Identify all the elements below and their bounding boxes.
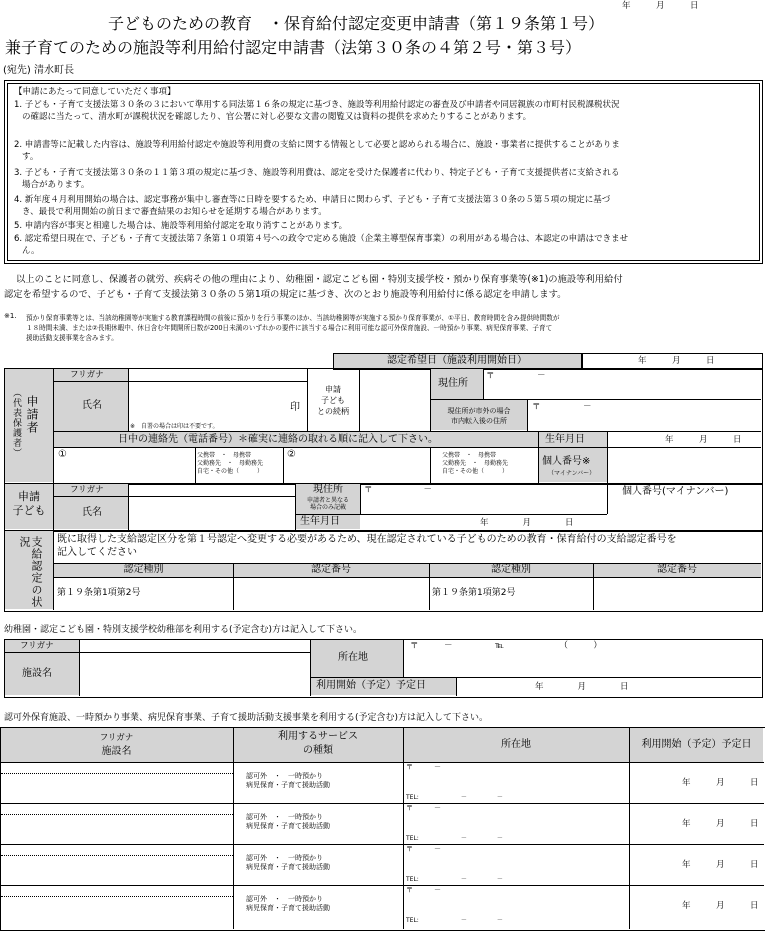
birth-label: 生年月日 bbox=[545, 434, 585, 445]
ul-row-tel[interactable]: TEL: － － bbox=[406, 794, 503, 801]
cert-description: 既に取得した支給認定区分を第１号認定へ変更する必要があるため、現在認定されている子どものための教育・保育給付の支給認定番号を 記入してください bbox=[57, 534, 677, 558]
addressee: (宛先) 清水町長 bbox=[3, 65, 74, 76]
moving-address-label: 現住所が市外の場合 市内転入後の住所 bbox=[447, 407, 511, 425]
phone-types-1[interactable]: 父携帯 ・ 母携帯 父勤務先 ・ 母勤務先 自宅・その他（ ） bbox=[197, 452, 264, 475]
note-mark: ※1. bbox=[4, 312, 17, 320]
child-name-label: 氏名 bbox=[82, 507, 102, 518]
child-address-label: 現住所 bbox=[313, 484, 343, 495]
consent-item: ん。 bbox=[22, 246, 40, 256]
cert-header: 認定番号 bbox=[311, 564, 351, 575]
consent-item: 4. 新年度４月利用開始の場合は、認定事務が集中し審査等に日時を要するため、申請日に関わらず、子ども・子育て支援法第３０条の５第５項の規定に基づ bbox=[14, 195, 611, 205]
ul-col-name: 施設名 bbox=[101, 746, 132, 757]
kg-name-label: 施設名 bbox=[22, 668, 52, 679]
phone-types-2[interactable]: 父携帯 ・ 母携帯 父勤務先 ・ 母勤務先 自宅・その他（ ） bbox=[442, 452, 509, 475]
ul-col-start: 利用開始（予定）予定日 bbox=[641, 739, 752, 750]
ul-col-furigana: フリガナ bbox=[99, 733, 134, 743]
title-line1: 子どものための教育 ・保育給付認定変更申請書（第１９条第１号） bbox=[108, 14, 605, 33]
seal-mark: 印 bbox=[290, 402, 300, 413]
ul-row-tel[interactable]: TEL: － － bbox=[406, 917, 503, 924]
relation-label: 申請 子ども との続柄 bbox=[317, 385, 349, 416]
note-line: １８時間未満、または②長期休暇中、休日含む年間開所日数が200日未満のいずれかの要件に該当する場合に利用可能な認可外保育施設、一時預かり事業、病児保育事業、子育て bbox=[26, 324, 553, 332]
applicant-side-label: 申請者 bbox=[25, 395, 39, 434]
ul-row-postal[interactable]: 〒 － bbox=[406, 763, 441, 771]
cert-header: 認定番号 bbox=[657, 564, 697, 575]
consent-item: 3. 子ども・子育て支援法第３０条の１１第３項の規定に基づき、施設等利用費は、認定を受けた保護者に代わり、特定子ども・子育て支援提供者に支給される bbox=[14, 168, 620, 178]
name-label: 氏名 bbox=[82, 400, 102, 411]
consent-item: 1. 子ども・子育て支援法第３０条の３において準用する同法第１６条の規定に基づき、施設等利用給付認定の審査及び申請者や同居親族の市町村民税課税状況 bbox=[14, 100, 620, 110]
kindergarten-intro: 幼稚園・認定こども園・特別支援学校幼稚部を利用する(予定含む)方は記入して下さい。 bbox=[4, 625, 363, 635]
ul-row-date: 年 月 日 bbox=[682, 819, 759, 829]
consent-item: す。 bbox=[22, 152, 39, 162]
consent-item: 6. 認定希望日現在で、子ども・子育て支援法第７条第１０項第４号への政令で定める施設（企業主導型保育事業）の利用がある場合は、本認定の申請はできませ bbox=[14, 234, 629, 244]
address-label: 現住所 bbox=[438, 378, 468, 389]
consent-item: 5. 申請内容が事実と相違した場合は、施設等利用給付認定を取り消すことがあります。 bbox=[14, 221, 348, 231]
ul-row-postal[interactable]: 〒 － bbox=[406, 886, 441, 894]
cert-type-value-1: 第１９条第1項第2号 bbox=[57, 588, 141, 598]
signature-note: ※ 自署の場合は印は不要です。 bbox=[130, 423, 219, 430]
ul-row-service[interactable]: 認可外 ・ 一時預かり 病児保育・子育て援助活動 bbox=[246, 854, 330, 871]
consent-item: の確認に当たって、清水町が課税状況を確認したり、官公署に対し必要な文書の閲覧又は資料の提供を求めたりすることがあります。 bbox=[22, 112, 532, 122]
cert-header: 認定種別 bbox=[491, 564, 531, 575]
date-blank-top: 年 月 日 bbox=[622, 1, 699, 11]
ul-row-tel[interactable]: TEL: － － bbox=[406, 876, 503, 883]
kg-postal-tel[interactable]: 〒 － ℡ （ ） bbox=[410, 641, 602, 651]
child-personal-number: 個人番号(マイナンバー) bbox=[622, 486, 729, 497]
consent-item: き、最長で利用開始の前日まで審査結果のお知らせを延期する場合があります。 bbox=[22, 207, 327, 217]
ul-row-date: 年 月 日 bbox=[682, 860, 759, 870]
ul-row-date: 年 月 日 bbox=[682, 778, 759, 788]
consent-heading: 【申請にあたって同意していただく事項】 bbox=[14, 87, 176, 97]
agree-line: 認定を希望するので、子ども・子育て支援法第３０条の５第1項の規定に基づき、次のとおり施設等利用給付に係る認定を申請します。 bbox=[4, 289, 567, 300]
ul-row-service[interactable]: 認可外 ・ 一時預かり 病児保育・子育て援助活動 bbox=[246, 895, 330, 912]
consent-item: 場合があります。 bbox=[22, 180, 90, 190]
personal-number-sub: （マイナンバー） bbox=[548, 470, 596, 477]
cert-header: 認定種別 bbox=[123, 564, 164, 575]
child-side-label: 申請 子ども bbox=[12, 490, 46, 517]
ul-col-service: 利用するサービス の種類 bbox=[278, 731, 358, 756]
child-birth-blank: 年 月 日 bbox=[480, 518, 574, 528]
contact-circle-1: ① bbox=[58, 449, 67, 460]
child-furigana-label: フリガナ bbox=[70, 485, 104, 495]
ul-col-location: 所在地 bbox=[501, 739, 531, 750]
note-line: 援助活動支援事業を含みます。 bbox=[26, 334, 118, 342]
unlicensed-intro: 認可外保育施設、一時預かり事業、病児保育事業、子育て援助活動支援事業を利用する(予定含む)方は記入して下さい。 bbox=[4, 713, 489, 723]
desired-date-blank: 年 月 日 bbox=[638, 356, 715, 366]
ul-row-tel[interactable]: TEL: － － bbox=[406, 835, 503, 842]
kg-furigana-label: フリガナ bbox=[20, 641, 54, 651]
kg-start-label: 利用開始（予定）予定日 bbox=[316, 680, 426, 691]
cert-side-label: 支給認定の状況 bbox=[18, 536, 43, 608]
ul-row-service[interactable]: 認可外 ・ 一時預かり 病児保育・子育て援助活動 bbox=[246, 813, 330, 830]
ul-row-service[interactable]: 認可外 ・ 一時預かり 病児保育・子育て援助活動 bbox=[246, 772, 330, 789]
personal-number-label: 個人番号※ bbox=[542, 456, 591, 467]
note-line: 預かり保育事業等とは、当該幼稚園等が実施する教育課程時間の前後に預かりを行う事業のほか、当該幼稚園等が実施する預かり保育事業が、①平日、教育時間を含み提供時間数が bbox=[26, 314, 560, 322]
address-postal[interactable]: 〒 － bbox=[486, 371, 546, 381]
child-address-sub: 申請者と異なる 場合のみ記載 bbox=[306, 497, 349, 511]
title-line2: 兼子育てのための施設等利用給付認定申請書（法第３０条の４第２号・第３号） bbox=[5, 38, 582, 57]
ul-row-date: 年 月 日 bbox=[682, 901, 759, 911]
moving-postal[interactable]: 〒 － bbox=[532, 402, 592, 412]
birth-blank: 年 月 日 bbox=[665, 435, 742, 445]
agree-line: 以上のことに同意し、保護者の就労、疾病その他の理由により、幼稚園・認定こども園・特別支援学校・預かり保育事業等(※1)の施設等利用給付 bbox=[16, 274, 623, 285]
child-postal[interactable]: 〒 － bbox=[364, 485, 433, 495]
desired-date-label: 認定希望日（施設利用開始日） bbox=[387, 355, 527, 366]
applicant-side-sub: （代表保護者） bbox=[11, 388, 21, 458]
kg-start-blank: 年 月 日 bbox=[535, 682, 629, 692]
cert-type-value-2: 第１９条第1項第2号 bbox=[432, 588, 516, 598]
kg-location-label: 所在地 bbox=[338, 652, 368, 663]
ul-row-postal[interactable]: 〒 － bbox=[406, 845, 441, 853]
ul-row-postal[interactable]: 〒 － bbox=[406, 804, 441, 812]
contact-heading: 日中の連絡先（電話番号）＊確実に連絡の取れる順に記入して下さい。 bbox=[118, 434, 438, 445]
contact-circle-2: ② bbox=[287, 449, 296, 460]
consent-item: 2. 申請書等に記載した内容は、施設等利用給付認定や施設等利用費の支給に関する情報として必要と認められる場合に、施設・事業者に提供することがありま bbox=[14, 140, 620, 150]
furigana-label: フリガナ bbox=[70, 370, 104, 380]
child-birth-label: 生年月日 bbox=[300, 516, 340, 527]
